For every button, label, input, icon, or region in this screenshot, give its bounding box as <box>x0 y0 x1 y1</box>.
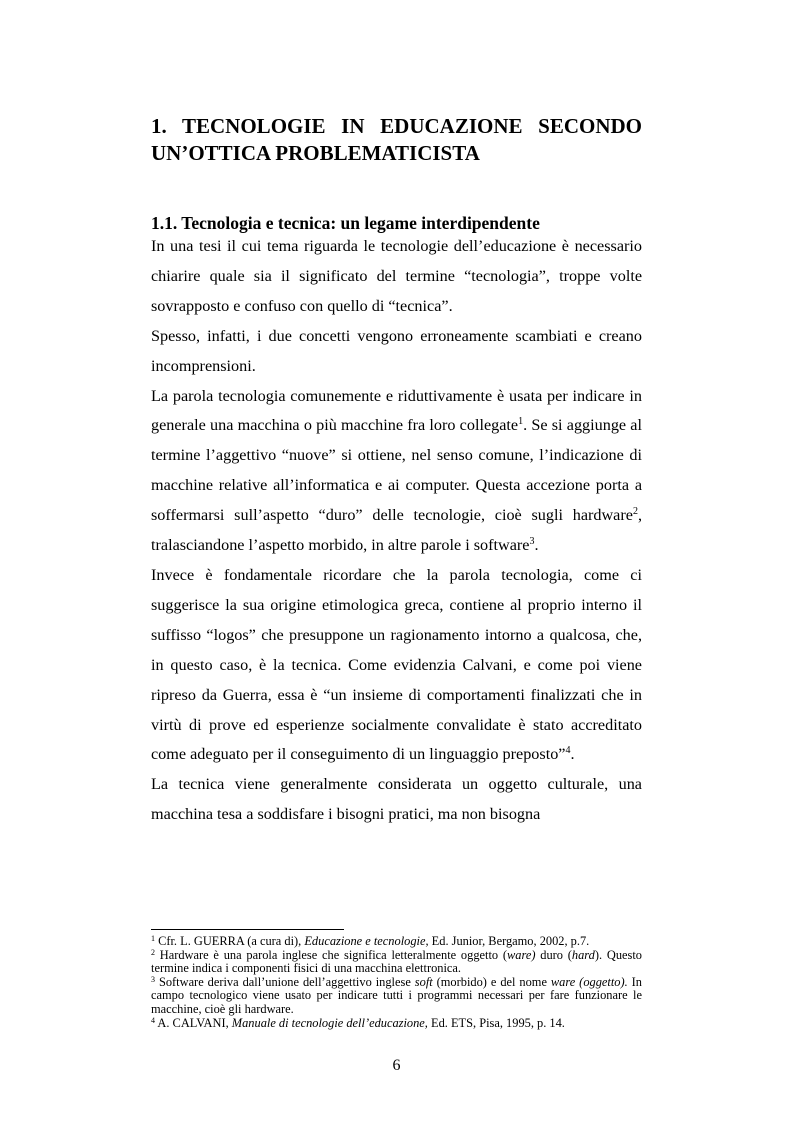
chapter-title <box>151 113 642 167</box>
footnote-text: Ed. ETS, Pisa, 1995, p. 14. <box>427 1015 565 1030</box>
footnote-italic: soft <box>414 974 433 989</box>
paragraph-text: Invece è fondamentale ricordare che la parola tecnologia, come ci suggerisce la sua origine etimologica greca, contiene al proprio interno il suffisso “logos” che presuppone un ragionamento intorno a qualcosa, che, in questo caso, è la tecnica. Come evidenzia Calvani, e come poi viene ripreso da Guerra, essa è “un insieme di comportamenti finalizzati che in virtù di prove ed esperienze socialmente convalidate è stato accreditato come adeguato per il conseguimento di un linguaggio preposto” <box>151 565 642 764</box>
footnote-ref: 1 <box>518 416 524 428</box>
section-title: 1.1. Tecnologia e tecnica: un legame interdipendente <box>151 213 540 233</box>
paragraph-text: . <box>570 745 575 764</box>
footnote-ref: 3 <box>529 536 535 548</box>
footnote-title: Manuale di tecnologie dell’educazione, <box>231 1015 428 1030</box>
footnote-1 <box>151 935 642 949</box>
paragraph <box>151 382 642 561</box>
footnote-4 <box>151 1017 642 1031</box>
footnote-number: 1 <box>151 934 155 943</box>
footnote-text: (morbido) e del nome <box>432 974 551 989</box>
footnote-ref: 2 <box>632 506 638 518</box>
footnote-italic: ware (oggetto). <box>550 974 628 989</box>
paragraph-text: , tralasciandone l’aspetto morbido, in altre parole i software <box>151 506 642 555</box>
footnote-number: 2 <box>151 947 155 957</box>
chapter-title-line2: UN’OTTICA PROBLEMATICISTA <box>151 141 480 165</box>
paragraph: La tecnica viene generalmente considerata un oggetto culturale, una macchina tesa a soddisfare i bisogni pratici, ma non bisogna <box>151 775 642 824</box>
footnote-text: Cfr. L. GUERRA (a cura di), <box>155 934 305 948</box>
footnote-text: Hardware è una parola inglese che significa letteralmente oggetto ( <box>155 947 508 962</box>
footnote-italic: hard <box>571 947 595 962</box>
chapter-title-line1: 1. TECNOLOGIE IN EDUCAZIONE SECONDO <box>151 114 642 138</box>
footnote-title: Educazione e tecnologie, <box>304 934 429 948</box>
footnote-number: 3 <box>151 974 155 984</box>
footnote-2 <box>151 949 642 976</box>
footnote-ref: 4 <box>565 745 571 757</box>
paragraph <box>151 561 642 770</box>
page-number: 6 <box>392 1057 401 1074</box>
paragraph-text: . <box>534 536 539 555</box>
footnote-text: Ed. Junior, Bergamo, 2002, p.7. <box>428 934 590 948</box>
footnotes <box>151 935 642 1030</box>
paragraph: In una tesi il cui tema riguarda le tecnologie dell’educazione è necessario chiarire quale sia il significato del termine “tecnologia”, troppe volte sovrapposto e confuso con quello di “tecnica”. <box>151 237 642 315</box>
paragraph-text: . Se si aggiunge al termine l’aggettivo “nuove” si ottiene, nel senso comune, l’indicazione di macchine relative all’informatica e ai computer. Questa accezione porta a soffermarsi sull’aspetto “duro” delle tecnologie, cioè sugli hardware <box>151 416 642 525</box>
footnote-number: 4 <box>151 1015 155 1025</box>
footnote-text: In campo tecnologico viene usato per indicare tutti i programmi necessari per fare funzionare le macchine, cioè gli hardware. <box>151 974 642 1016</box>
footnote-3 <box>151 976 642 1017</box>
paragraph-text: La parola tecnologia comunemente e riduttivamente è usata per indicare in generale una macchina o più macchine fra loro collegate <box>151 386 642 435</box>
footnote-italic: ware) <box>507 947 536 962</box>
footnote-divider <box>151 929 344 930</box>
footnote-text: ). Questo termine indica i componenti fisici di una macchina elettronica. <box>151 947 642 976</box>
paragraph: Spesso, infatti, i due concetti vengono erroneamente scambiati e creano incomprensioni. <box>151 326 642 375</box>
footnote-text: A. CALVANI, <box>155 1015 232 1030</box>
body-text <box>151 232 642 830</box>
footnote-text: duro ( <box>535 947 572 962</box>
footnote-text: Software deriva dall’unione dell’aggettivo inglese <box>155 974 415 989</box>
